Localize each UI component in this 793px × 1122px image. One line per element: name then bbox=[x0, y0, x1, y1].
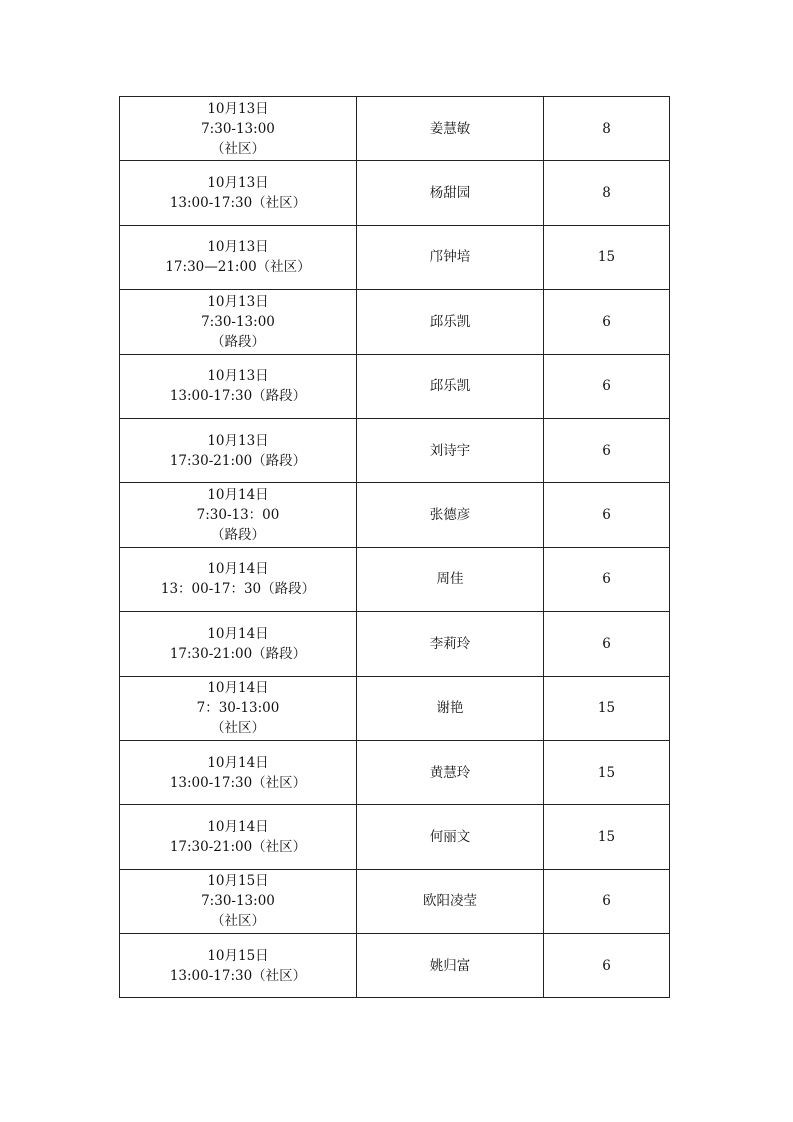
time-cell bbox=[120, 676, 357, 740]
table-row bbox=[120, 483, 670, 547]
time-line: 10月13日 bbox=[207, 175, 269, 192]
table-row bbox=[120, 225, 670, 289]
table-row bbox=[120, 354, 670, 418]
time-line: （社区） bbox=[211, 720, 265, 737]
table-row bbox=[120, 161, 670, 225]
time-line: 10月13日 bbox=[207, 293, 269, 310]
time-cell bbox=[120, 161, 357, 225]
time-line: 13:00-17:30（社区） bbox=[169, 195, 307, 212]
time-cell bbox=[120, 354, 357, 418]
table-row bbox=[120, 805, 670, 869]
count-cell: 15 bbox=[544, 676, 670, 740]
time-line: 10月14日 bbox=[207, 625, 269, 642]
schedule-table bbox=[119, 96, 670, 998]
count-cell: 8 bbox=[544, 161, 670, 225]
count-cell: 6 bbox=[544, 934, 670, 998]
time-line: （社区） bbox=[211, 913, 265, 930]
time-line: 10月13日 bbox=[207, 368, 269, 385]
time-cell bbox=[120, 483, 357, 547]
count-cell: 8 bbox=[544, 97, 670, 161]
count-cell: 6 bbox=[544, 547, 670, 611]
name-cell: 邝钟培 bbox=[357, 225, 544, 289]
count-cell: 6 bbox=[544, 483, 670, 547]
count-cell: 15 bbox=[544, 805, 670, 869]
time-line: 10月13日 bbox=[207, 239, 269, 256]
table-row bbox=[120, 740, 670, 804]
time-line: 10月14日 bbox=[207, 680, 269, 697]
name-cell: 杨甜园 bbox=[357, 161, 544, 225]
time-line: （路段） bbox=[211, 333, 265, 350]
count-cell: 6 bbox=[544, 612, 670, 676]
time-line: （路段） bbox=[211, 527, 265, 544]
schedule-table-body bbox=[120, 97, 670, 998]
time-cell bbox=[120, 418, 357, 482]
name-cell: 姚归富 bbox=[357, 934, 544, 998]
table-row bbox=[120, 547, 670, 611]
name-cell: 邱乐凯 bbox=[357, 354, 544, 418]
table-row bbox=[120, 869, 670, 933]
time-line: 17:30-21:00（路段） bbox=[169, 645, 307, 662]
time-line: 10月15日 bbox=[207, 947, 269, 964]
time-line: 10月14日 bbox=[207, 818, 269, 835]
table-row bbox=[120, 418, 670, 482]
time-line: 10月13日 bbox=[207, 432, 269, 449]
table-row bbox=[120, 934, 670, 998]
time-cell bbox=[120, 612, 357, 676]
count-cell: 6 bbox=[544, 869, 670, 933]
name-cell: 黄慧玲 bbox=[357, 740, 544, 804]
table-row bbox=[120, 97, 670, 161]
time-cell bbox=[120, 225, 357, 289]
count-cell: 15 bbox=[544, 740, 670, 804]
name-cell: 欧阳凌莹 bbox=[357, 869, 544, 933]
name-cell: 姜慧敏 bbox=[357, 97, 544, 161]
time-line: 7:30-13:00 bbox=[201, 313, 275, 330]
time-line: 10月15日 bbox=[207, 873, 269, 890]
time-cell bbox=[120, 805, 357, 869]
name-cell: 何丽文 bbox=[357, 805, 544, 869]
time-line: 7:30-13:00 bbox=[201, 893, 275, 910]
time-line: 13:00-17:30（社区） bbox=[169, 774, 307, 791]
time-line: 10月14日 bbox=[207, 561, 269, 578]
name-cell: 刘诗宇 bbox=[357, 418, 544, 482]
count-cell: 15 bbox=[544, 225, 670, 289]
name-cell: 张德彦 bbox=[357, 483, 544, 547]
time-line: 7:30-13：00 bbox=[196, 507, 280, 524]
time-line: 13:00-17:30（路段） bbox=[169, 388, 307, 405]
table-row bbox=[120, 290, 670, 354]
time-line: 17:30—21:00（社区） bbox=[165, 259, 311, 276]
time-cell bbox=[120, 97, 357, 161]
name-cell: 谢艳 bbox=[357, 676, 544, 740]
time-line: 7：30-13:00 bbox=[196, 700, 280, 717]
time-cell bbox=[120, 740, 357, 804]
count-cell: 6 bbox=[544, 290, 670, 354]
name-cell: 李莉玲 bbox=[357, 612, 544, 676]
time-line: （社区） bbox=[211, 140, 265, 157]
time-cell bbox=[120, 547, 357, 611]
time-cell bbox=[120, 290, 357, 354]
time-line: 10月14日 bbox=[207, 487, 269, 504]
time-line: 13：00-17：30（路段） bbox=[160, 581, 316, 598]
time-line: 10月14日 bbox=[207, 754, 269, 771]
count-cell: 6 bbox=[544, 418, 670, 482]
time-line: 13:00-17:30（社区） bbox=[169, 967, 307, 984]
table-row bbox=[120, 676, 670, 740]
time-line: 7:30-13:00 bbox=[201, 120, 275, 137]
time-line: 10月13日 bbox=[207, 100, 269, 117]
time-cell bbox=[120, 869, 357, 933]
time-cell bbox=[120, 934, 357, 998]
name-cell: 邱乐凯 bbox=[357, 290, 544, 354]
time-line: 17:30-21:00（路段） bbox=[169, 452, 307, 469]
table-row bbox=[120, 612, 670, 676]
time-line: 17:30-21:00（社区） bbox=[169, 838, 307, 855]
count-cell: 6 bbox=[544, 354, 670, 418]
name-cell: 周佳 bbox=[357, 547, 544, 611]
